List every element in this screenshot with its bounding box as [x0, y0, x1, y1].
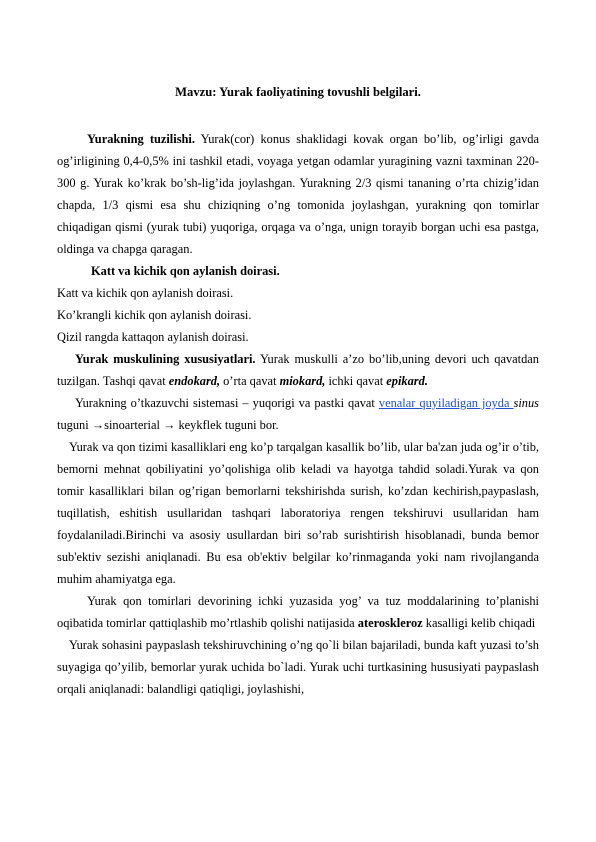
term-ateroskleroz: ateroskleroz: [357, 616, 423, 630]
term-sinus: sinus: [513, 396, 540, 410]
text-heart-muscle-3: ichki qavat: [325, 374, 387, 388]
document-body: [57, 128, 539, 700]
text-conduction-1: Yurakning o’tkazuvchi sistemasi – yuqorigi va pastki qavat: [75, 396, 379, 410]
term-epikard: epikard.: [386, 374, 428, 388]
page-title: Mavzu: Yurak faoliyatining tovushli belgilari.: [175, 85, 421, 99]
lead-heart-structure: Yurakning tuzilishi.: [87, 132, 195, 146]
term-endokard: endokard,: [168, 374, 221, 388]
line-circulation-3: Qizil rangda kattaqon aylanish doirasi.: [57, 330, 249, 344]
text-atherosclerosis-1: Yurak qon tomirlari devorining ichki yuzasida yog’ va tuz moddalarining to’planishi oqibatida tomirlar qattiqlashib mo’rtlashib qolishi natijasida: [57, 594, 539, 630]
lead-heart-muscle: Yurak muskulining xususiyatlari.: [75, 352, 256, 366]
line-circulation-2: Ko’krangli kichik qon aylanish doirasi.: [57, 308, 252, 322]
text-heart-muscle-1: Yurak muskulli a’zo bo’lib,uning devori uch qavatdan tuzilgan. Tashqi qavat: [57, 352, 539, 388]
paragraph-heart-muscle: [57, 348, 539, 392]
paragraph-atherosclerosis: [57, 590, 539, 634]
line-circulation-1: Katt va kichik qon aylanish doirasi.: [57, 286, 234, 300]
text-atherosclerosis-2: kasalligi kelib chiqadi: [422, 616, 536, 630]
heading-circulation: Katt va kichik qon aylanish doirasi.: [91, 264, 280, 278]
text-conduction-2: tuguni →sinoarterial → keykflek tuguni bor.: [57, 418, 279, 432]
paragraph-diseases: Yurak va qon tizimi kasalliklari eng ko’p tarqalgan kasallik bo’lib, ular ba'zan juda og’ir o’tib, bemorni mehnat qobiliyatini yo’qolishiga olib keladi va hayotga tahdid soladi.Yurak va qon tomir kasalliklari bilan og’rigan bemorlarni tekshirishda surish, ko’zdan kechirish,paypaslash, tuqillatish, eshitish usullaridan tashqari laboratoriya rengen tekshiruvi usullaridan ham foydalaniladi.Birinchi va asosiy usullardan biri so’rab surishtirish hisoblanadi, bunda bemor sub'ektiv sezishi aniqlanadi. Bu esa ob'ektiv belgilar ko’rinmaganda yoki nam rivojlanganda muhim ahamiyatga ega.: [57, 440, 539, 586]
term-miokard: miokard,: [279, 374, 326, 388]
paragraph-palpation: Yurak sohasini paypaslash tekshiruvchining o’ng qo`li bilan bajariladi, bunda kaft yuzasi to’sh suyagiga qo’yilib, bemorlar yurak uchida bo`ladi. Yurak uchi turtkasining hususiyati paypaslash orqali aniqlanadi: balandligi qatiqligi, joylashishi,: [57, 638, 539, 696]
paragraph-heart-structure: [57, 128, 539, 260]
paragraph-conduction-system: [57, 392, 539, 436]
text-heart-structure: Yurak(cor) konus shaklidagi kovak organ bo’lib, og’irligi gavda og’irligining 0,4-0,5% ini tashkil etadi, voyaga yetgan odamlar yuragining vazni taxminan 220-300 g. Yurak ko’krak bo’sh-lig’ida joylashgan. Yurakning 2/3 qismi tananing o’rta chizig’idan chapda, 1/3 qismi esa shu chiziqning o’ng tomonida joylashgan, yurakning qon tomirlar chiqadigan qismi (yurak tubi) yuqoriga, orqaga va o’nga, unign torayib borgan uchi esa pastga, oldinga va chapga qaragan.: [57, 132, 539, 256]
venalar-link[interactable]: venalar quyiladigan joyda: [378, 396, 514, 410]
text-heart-muscle-2: o’rta qavat: [220, 374, 280, 388]
